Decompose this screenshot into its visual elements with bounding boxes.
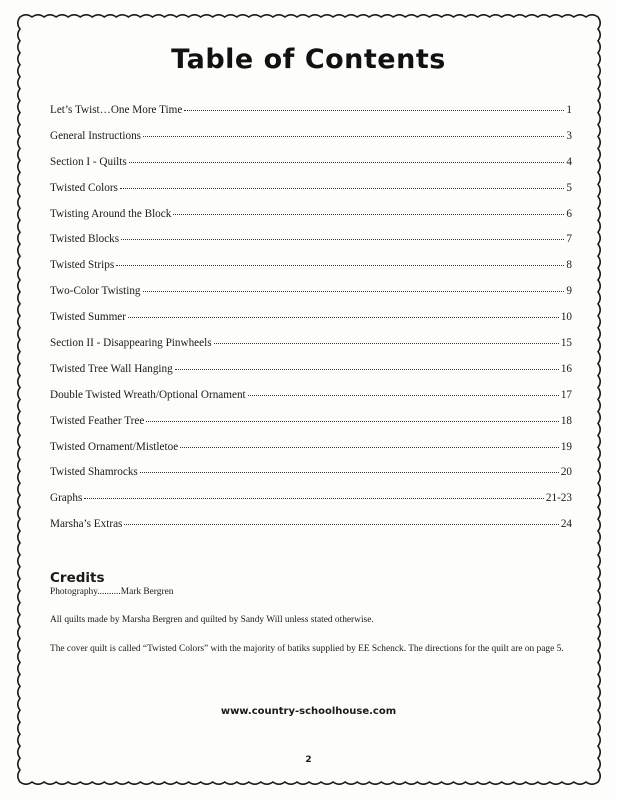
toc-entry-page: 18 — [560, 414, 572, 427]
toc-entry-page: 21-23 — [545, 492, 572, 505]
toc-entry-label: Section II - Disappearing Pinwheels — [50, 337, 212, 350]
toc-entry-label: Twisted Summer — [50, 311, 126, 324]
toc-entry-label: Twisted Strips — [50, 259, 115, 272]
dot-leader — [116, 265, 564, 266]
dot-leader — [214, 343, 559, 344]
toc-entry — [50, 233, 572, 259]
credits-heading: Credits — [50, 570, 105, 586]
toc-entry-label: Twisted Colors — [50, 181, 118, 194]
toc-entry-page: 7 — [566, 233, 572, 246]
dot-leader — [129, 162, 565, 163]
toc-entry-page: 10 — [560, 311, 572, 324]
toc-entry-page: 17 — [560, 388, 572, 401]
toc-entry — [50, 311, 572, 337]
toc-entry — [50, 363, 572, 389]
credits-cover: The cover quilt is called “Twisted Colors” with the majority of batiks supplied by EE Schenck. The directions for the quilt are on page 5. — [50, 644, 564, 654]
toc-entry — [50, 104, 572, 130]
toc-entry-page: 5 — [566, 181, 572, 194]
table-of-contents — [50, 104, 572, 544]
toc-entry-page: 15 — [560, 337, 572, 350]
toc-entry-label: Graphs — [50, 492, 83, 505]
toc-entry-page: 1 — [566, 104, 572, 116]
toc-entry-page: 8 — [566, 259, 572, 272]
toc-entry-label: Twisted Ornament/Mistletoe — [50, 440, 179, 453]
dot-leader — [124, 524, 558, 525]
toc-entry-label: Twisting Around the Block — [50, 207, 172, 220]
toc-entry-label: Double Twisted Wreath/Optional Ornament — [50, 388, 246, 401]
toc-entry-page: 16 — [560, 362, 572, 375]
toc-entry-page: 3 — [566, 129, 572, 142]
toc-entry-label: Let’s Twist…One More Time — [50, 104, 183, 116]
toc-entry-label: Twisted Feather Tree — [50, 414, 145, 427]
website-url: www.country-schoolhouse.com — [220, 706, 397, 717]
toc-entry — [50, 285, 572, 311]
toc-entry-label: Twisted Tree Wall Hanging — [50, 362, 173, 375]
toc-entry-label: Section I - Quilts — [50, 155, 127, 168]
dot-leader — [180, 447, 559, 448]
toc-entry-page: 6 — [566, 207, 572, 220]
toc-entry-page: 19 — [560, 440, 572, 453]
toc-entry-page: 24 — [560, 518, 572, 531]
toc-entry — [50, 389, 572, 415]
toc-entry-page: 20 — [560, 466, 572, 479]
dot-leader — [143, 291, 565, 292]
toc-entry-label: Twisted Shamrocks — [50, 466, 138, 479]
dot-leader — [184, 110, 564, 111]
toc-entry — [50, 415, 572, 441]
credits-photography: Photography..........Mark Bergren — [50, 587, 174, 597]
toc-entry-label: Twisted Blocks — [50, 233, 120, 246]
page-title: Table of Contents — [171, 44, 446, 75]
toc-entry — [50, 337, 572, 363]
dot-leader — [143, 136, 564, 137]
dot-leader — [128, 317, 559, 318]
dot-leader — [248, 395, 559, 396]
credits-quilts: All quilts made by Marsha Bergren and quilted by Sandy Will unless stated otherwise. — [50, 615, 374, 625]
dot-leader — [175, 369, 559, 370]
toc-entry — [50, 182, 572, 208]
toc-entry-label: Marsha’s Extras — [50, 518, 123, 531]
toc-entry — [50, 492, 572, 518]
toc-entry-label: Two-Color Twisting — [50, 285, 141, 298]
toc-entry-page: 4 — [566, 155, 572, 168]
dot-leader — [140, 472, 559, 473]
dot-leader — [146, 421, 559, 422]
page-number: 2 — [305, 755, 312, 765]
dot-leader — [121, 239, 564, 240]
toc-entry — [50, 518, 572, 544]
dot-leader — [84, 498, 544, 499]
toc-entry — [50, 208, 572, 234]
toc-entry — [50, 156, 572, 182]
dot-leader — [173, 214, 564, 215]
toc-entry — [50, 130, 572, 156]
toc-entry — [50, 259, 572, 285]
toc-entry-label: General Instructions — [50, 129, 142, 142]
dot-leader — [120, 188, 565, 189]
toc-entry-page: 9 — [566, 285, 572, 298]
toc-entry — [50, 466, 572, 492]
toc-entry — [50, 441, 572, 467]
